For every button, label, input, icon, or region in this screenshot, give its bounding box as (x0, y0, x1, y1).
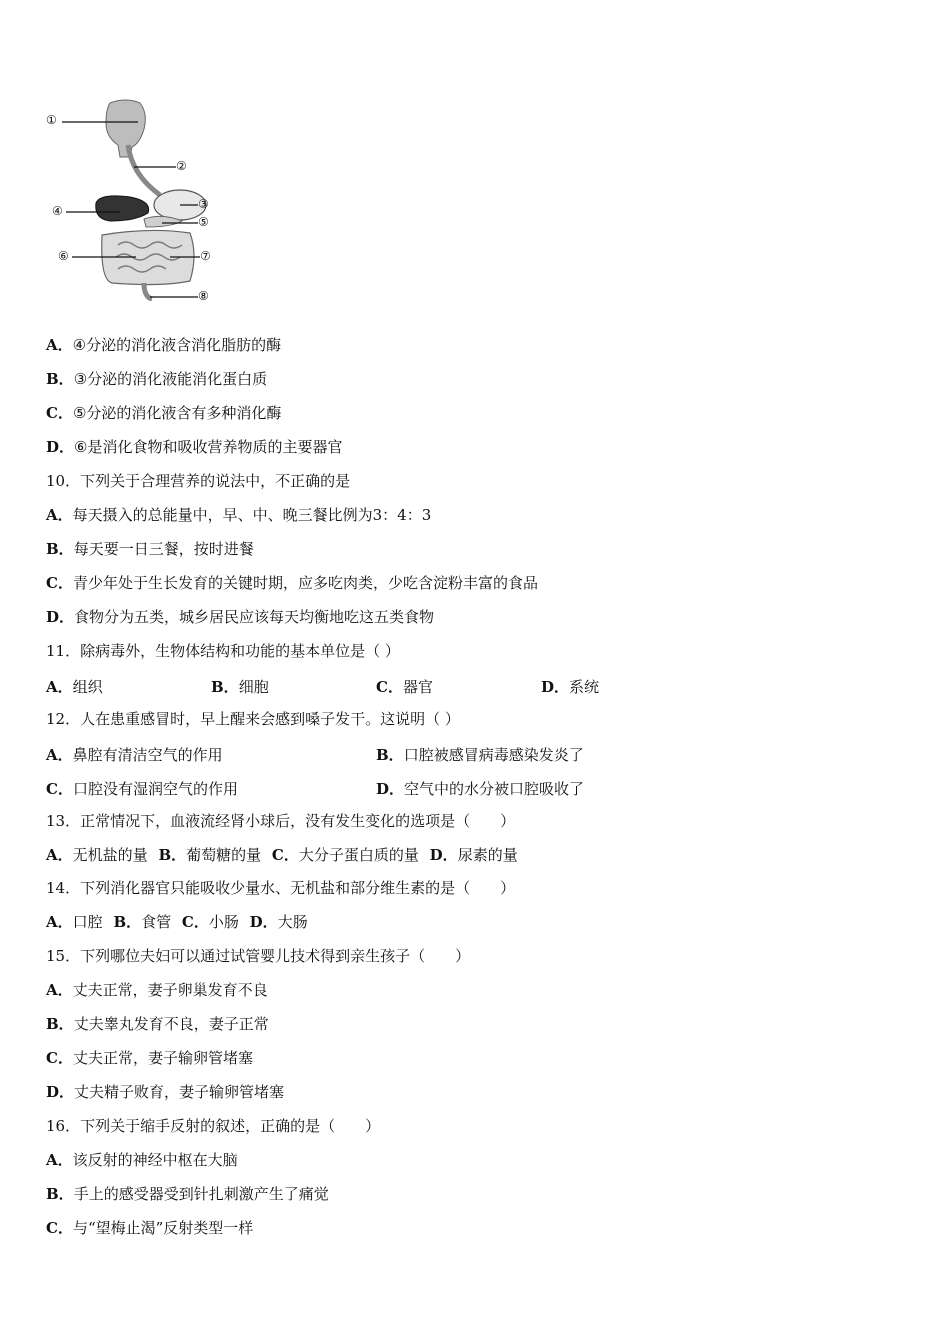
q12-option-d[interactable]: D．空气中的水分被口腔吸收了 (376, 780, 585, 798)
q11-option-b[interactable]: B．细胞 (211, 678, 269, 696)
q13-option-c[interactable]: C．大分子蛋白质的量 (271, 846, 419, 864)
q12-option-a[interactable]: A．鼻腔有清洁空气的作用 (46, 746, 223, 764)
q9-option-d[interactable]: D．⑥是消化食物和吸收营养物质的主要器官 (46, 438, 343, 456)
q13-stem: 13．正常情况下，血液流经肾小球后，没有发生变化的选项是（ ） (46, 812, 516, 830)
q13-option-b[interactable]: B．葡萄糖的量 (158, 846, 262, 864)
q12-option-c[interactable]: C．口腔没有湿润空气的作用 (46, 780, 238, 798)
q15-option-a[interactable]: A．丈夫正常，妻子卵巢发育不良 (46, 981, 268, 999)
q10-option-c[interactable]: C．青少年处于生长发育的关键时期，应多吃肉类，少吃含淀粉丰富的食品 (46, 574, 538, 592)
q9-option-b[interactable]: B．③分泌的消化液能消化蛋白质 (46, 370, 268, 388)
q13-option-a[interactable]: A．无机盐的量 (46, 846, 148, 864)
q14-option-a[interactable]: A．口腔 (46, 913, 103, 931)
figure-label-3: ③ (198, 197, 209, 211)
q14-options (46, 912, 308, 932)
figure-label-8: ⑧ (198, 289, 209, 303)
q10-option-a[interactable]: A．每天摄入的总能量中，早、中、晚三餐比例为3：4：3 (46, 506, 432, 524)
q14-option-d[interactable]: D．大肠 (249, 913, 308, 931)
figure-label-2: ② (176, 159, 187, 173)
q14-option-c[interactable]: C．小肠 (181, 913, 239, 931)
q10-option-b[interactable]: B．每天要一日三餐，按时进餐 (46, 540, 254, 558)
figure-label-6: ⑥ (58, 249, 69, 263)
q15-option-c[interactable]: C．丈夫正常，妻子输卵管堵塞 (46, 1049, 253, 1067)
figure-label-4: ④ (52, 204, 63, 218)
q11-option-d[interactable]: D．系统 (541, 678, 600, 696)
q14-stem: 14．下列消化器官只能吸收少量水、无机盐和部分维生素的是（ ） (46, 879, 516, 897)
q16-option-b[interactable]: B．手上的感受器受到针扎刺激产生了痛觉 (46, 1185, 329, 1203)
q13-options (46, 845, 518, 865)
figure-label-7: ⑦ (200, 249, 211, 263)
q12-option-b[interactable]: B．口腔被感冒病毒感染发炎了 (376, 746, 584, 764)
q11-stem: 11．除病毒外，生物体结构和功能的基本单位是（ ） (46, 642, 400, 660)
q15-option-b[interactable]: B．丈夫睾丸发育不良，妻子正常 (46, 1015, 269, 1033)
figure-label-5: ⑤ (198, 215, 209, 229)
q16-stem: 16．下列关于缩手反射的叙述，正确的是（ ） (46, 1117, 381, 1135)
digestive-system-figure (40, 95, 230, 310)
q13-option-d[interactable]: D．尿素的量 (429, 846, 518, 864)
q10-option-d[interactable]: D．食物分为五类，城乡居民应该每天均衡地吃这五类食物 (46, 608, 435, 626)
q9-option-a[interactable]: A．④分泌的消化液含消化脂肪的酶 (46, 336, 282, 354)
q10-stem: 10．下列关于合理营养的说法中，不正确的是 (46, 472, 351, 490)
q14-option-b[interactable]: B．食管 (113, 913, 172, 931)
q11-option-a[interactable]: A．组织 (46, 678, 103, 696)
q16-option-c[interactable]: C．与“望梅止渴”反射类型一样 (46, 1219, 254, 1237)
q11-option-c[interactable]: C．器官 (376, 678, 433, 696)
figure-label-1: ① (46, 113, 57, 127)
q12-stem: 12．人在患重感冒时，早上醒来会感到嗓子发干。这说明（ ） (46, 710, 460, 728)
q15-stem: 15．下列哪位夫妇可以通过试管婴儿技术得到亲生孩子（ ） (46, 947, 471, 965)
q15-option-d[interactable]: D．丈夫精子败育，妻子输卵管堵塞 (46, 1083, 285, 1101)
q16-option-a[interactable]: A．该反射的神经中枢在大脑 (46, 1151, 238, 1169)
q9-option-c[interactable]: C．⑤分泌的消化液含有多种消化酶 (46, 404, 282, 422)
